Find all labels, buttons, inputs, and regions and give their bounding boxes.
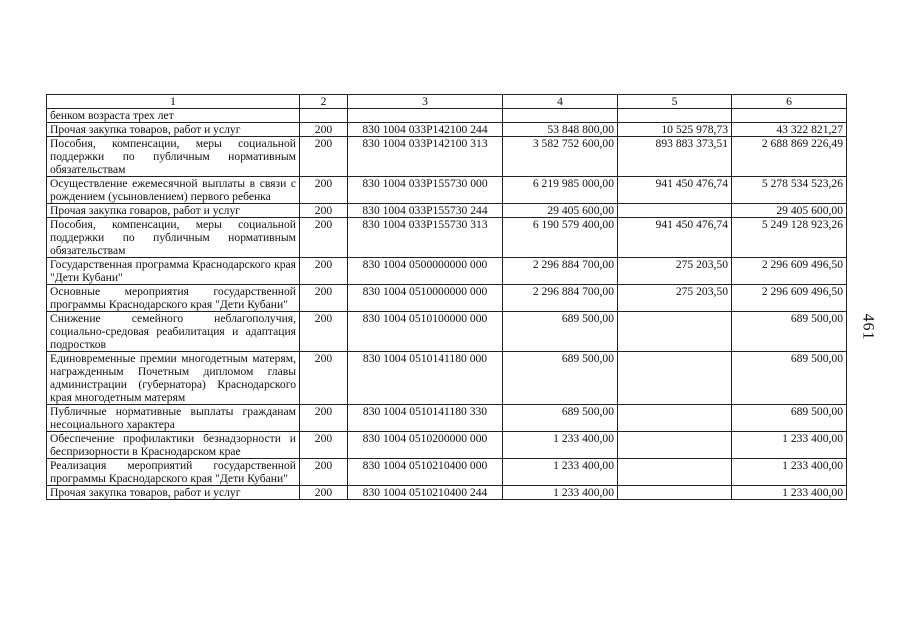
row-kvr: 200 (300, 285, 348, 312)
row-kvr: 200 (300, 137, 348, 177)
row-name: Прочая закупка товаров, работ и услуг (47, 486, 300, 500)
row-code: 830 1004 0510141180 330 (348, 405, 503, 432)
table-header (47, 95, 847, 109)
header-row (47, 95, 847, 109)
row-kvr: 200 (300, 177, 348, 204)
row-name: Единовременные премии многодетным матерям, награжденным Почетным дипломом главы администрации (губернатора) Краснодарского края многодетным матерям (47, 352, 300, 405)
row-value-6: 2 688 869 226,49 (732, 137, 847, 177)
col-header-5: 5 (618, 95, 732, 109)
row-name: бенком возраста трех лет (47, 109, 300, 123)
row-value-5: 893 883 373,51 (618, 137, 732, 177)
row-kvr: 200 (300, 405, 348, 432)
col-header-3: 3 (348, 95, 503, 109)
row-kvr: 200 (300, 486, 348, 500)
row-code: 830 1004 033P142100 313 (348, 137, 503, 177)
row-value-5 (618, 352, 732, 405)
row-code: 830 1004 033P155730 000 (348, 177, 503, 204)
row-value-4: 29 405 600,00 (503, 204, 618, 218)
row-value-4: 6 190 579 400,00 (503, 218, 618, 258)
row-value-6: 689 500,00 (732, 352, 847, 405)
row-value-5 (618, 432, 732, 459)
table-row (47, 204, 847, 218)
page-number: 461 (859, 313, 877, 341)
row-value-6: 1 233 400,00 (732, 459, 847, 486)
row-code: 830 1004 0510141180 000 (348, 352, 503, 405)
row-value-4: 6 219 985 000,00 (503, 177, 618, 204)
table-row (47, 352, 847, 405)
row-code: 830 1004 0500000000 000 (348, 258, 503, 285)
row-value-4: 1 233 400,00 (503, 459, 618, 486)
row-value-6: 689 500,00 (732, 405, 847, 432)
col-header-4: 4 (503, 95, 618, 109)
row-value-5 (618, 459, 732, 486)
row-code: 830 1004 033P155730 313 (348, 218, 503, 258)
row-code: 830 1004 0510210400 000 (348, 459, 503, 486)
table-row (47, 486, 847, 500)
table-row (47, 285, 847, 312)
row-value-4: 1 233 400,00 (503, 432, 618, 459)
row-name: Основные мероприятия государственной программы Краснодарского края "Дети Кубани" (47, 285, 300, 312)
row-value-4 (503, 109, 618, 123)
budget-table (46, 94, 847, 500)
row-value-6: 2 296 609 496,50 (732, 285, 847, 312)
row-value-6: 1 233 400,00 (732, 486, 847, 500)
row-value-6: 5 278 534 523,26 (732, 177, 847, 204)
row-kvr: 200 (300, 459, 348, 486)
row-name: Пособия, компенсации, меры социальной поддержки по публичным нормативным обязательствам (47, 137, 300, 177)
row-value-5 (618, 204, 732, 218)
row-value-5: 275 203,50 (618, 258, 732, 285)
row-code: 830 1004 0510000000 000 (348, 285, 503, 312)
row-value-6: 689 500,00 (732, 312, 847, 352)
row-value-4: 53 848 800,00 (503, 123, 618, 137)
row-code: 830 1004 0510210400 244 (348, 486, 503, 500)
row-value-5: 10 525 978,73 (618, 123, 732, 137)
row-value-6: 43 322 821,27 (732, 123, 847, 137)
row-code: 830 1004 033P142100 244 (348, 123, 503, 137)
row-kvr: 200 (300, 312, 348, 352)
row-name: Пособия, компенсации, меры социальной поддержки по публичным нормативным обязательствам (47, 218, 300, 258)
row-kvr: 200 (300, 123, 348, 137)
row-kvr: 200 (300, 432, 348, 459)
col-header-6: 6 (732, 95, 847, 109)
row-value-5 (618, 405, 732, 432)
row-kvr: 200 (300, 218, 348, 258)
row-code (348, 109, 503, 123)
row-value-5 (618, 312, 732, 352)
row-kvr: 200 (300, 258, 348, 285)
row-value-6: 1 233 400,00 (732, 432, 847, 459)
row-name: Государственная программа Краснодарского края "Дети Кубани" (47, 258, 300, 285)
row-value-6 (732, 109, 847, 123)
row-value-4: 2 296 884 700,00 (503, 285, 618, 312)
row-name: Осуществление ежемесячной выплаты в связи с рождением (усыновлением) первого ребенка (47, 177, 300, 204)
row-kvr: 200 (300, 352, 348, 405)
row-name: Прочая закупка говаров, работ и услуг (47, 204, 300, 218)
row-kvr: 200 (300, 204, 348, 218)
table-row (47, 218, 847, 258)
table-row (47, 123, 847, 137)
table-row (47, 432, 847, 459)
row-name: Публичные нормативные выплаты гражданам несоциального характера (47, 405, 300, 432)
row-name: Реализация мероприятий государственной программы Краснодарского края "Дети Кубани" (47, 459, 300, 486)
table-row (47, 312, 847, 352)
row-value-4: 689 500,00 (503, 312, 618, 352)
row-name: Снижение семейного неблагополучия, социально-средовая реабилитация и адаптация подростков (47, 312, 300, 352)
row-value-4: 689 500,00 (503, 352, 618, 405)
row-code: 830 1004 0510100000 000 (348, 312, 503, 352)
row-value-4: 689 500,00 (503, 405, 618, 432)
row-value-4: 3 582 752 600,00 (503, 137, 618, 177)
table-row (47, 258, 847, 285)
row-code: 830 1004 033P155730 244 (348, 204, 503, 218)
row-value-6: 2 296 609 496,50 (732, 258, 847, 285)
budget-table-page (46, 94, 846, 500)
table-row (47, 459, 847, 486)
row-value-6: 5 249 128 923,26 (732, 218, 847, 258)
row-value-4: 2 296 884 700,00 (503, 258, 618, 285)
row-value-5: 275 203,50 (618, 285, 732, 312)
table-row (47, 405, 847, 432)
row-code: 830 1004 0510200000 000 (348, 432, 503, 459)
table-body (47, 109, 847, 500)
row-value-5: 941 450 476,74 (618, 177, 732, 204)
row-kvr (300, 109, 348, 123)
table-row (47, 177, 847, 204)
table-row (47, 109, 847, 123)
table-row (47, 137, 847, 177)
row-name: Обеспечение профилактики безнадзорности и беспризорности в Краснодарском крае (47, 432, 300, 459)
col-header-2: 2 (300, 95, 348, 109)
row-value-5 (618, 486, 732, 500)
row-name: Прочая закупка товаров, работ и услуг (47, 123, 300, 137)
row-value-6: 29 405 600,00 (732, 204, 847, 218)
col-header-1: 1 (47, 95, 300, 109)
row-value-4: 1 233 400,00 (503, 486, 618, 500)
row-value-5 (618, 109, 732, 123)
row-value-5: 941 450 476,74 (618, 218, 732, 258)
